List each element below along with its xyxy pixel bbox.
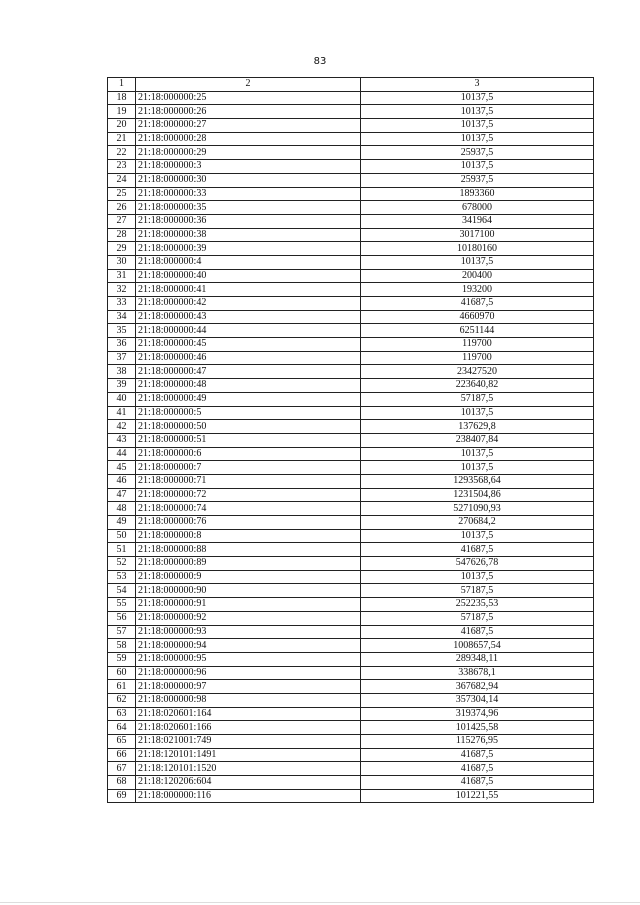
value-cell: 10137,5 <box>361 570 594 584</box>
cadastral-number-cell: 21:18:000000:29 <box>136 146 361 160</box>
row-number-cell: 33 <box>108 297 136 311</box>
cadastral-number-cell: 21:18:000000:94 <box>136 639 361 653</box>
row-number-cell: 44 <box>108 447 136 461</box>
table-row <box>108 516 594 530</box>
page-number: 83 <box>313 56 327 67</box>
row-number-cell: 40 <box>108 392 136 406</box>
cadastral-number-cell: 21:18:000000:45 <box>136 338 361 352</box>
cadastral-number-cell: 21:18:000000:5 <box>136 406 361 420</box>
value-cell: 238407,84 <box>361 433 594 447</box>
table-row <box>108 693 594 707</box>
table-body <box>108 91 594 803</box>
value-cell: 25937,5 <box>361 173 594 187</box>
value-cell: 10137,5 <box>361 119 594 133</box>
row-number-cell: 21 <box>108 132 136 146</box>
row-number-cell: 48 <box>108 502 136 516</box>
table-row <box>108 187 594 201</box>
value-cell: 41687,5 <box>361 625 594 639</box>
row-number-cell: 19 <box>108 105 136 119</box>
row-number-cell: 26 <box>108 201 136 215</box>
value-cell: 1293568,64 <box>361 474 594 488</box>
table-row <box>108 570 594 584</box>
cadastral-number-cell: 21:18:021001:749 <box>136 735 361 749</box>
row-number-cell: 30 <box>108 255 136 269</box>
table-row <box>108 379 594 393</box>
table-header-row <box>108 78 594 92</box>
row-number-cell: 64 <box>108 721 136 735</box>
table-row <box>108 283 594 297</box>
table-row <box>108 762 594 776</box>
cadastral-number-cell: 21:18:000000:40 <box>136 269 361 283</box>
row-number-cell: 61 <box>108 680 136 694</box>
cadastral-number-cell: 21:18:000000:48 <box>136 379 361 393</box>
value-cell: 101221,55 <box>361 789 594 803</box>
table-row <box>108 611 594 625</box>
table-row <box>108 639 594 653</box>
row-number-cell: 53 <box>108 570 136 584</box>
value-cell: 115276,95 <box>361 735 594 749</box>
row-number-cell: 50 <box>108 529 136 543</box>
page-bottom-divider <box>0 902 640 903</box>
value-cell: 10137,5 <box>361 105 594 119</box>
cadastral-number-cell: 21:18:000000:88 <box>136 543 361 557</box>
value-cell: 10137,5 <box>361 461 594 475</box>
table-row <box>108 776 594 790</box>
cadastral-number-cell: 21:18:000000:116 <box>136 789 361 803</box>
row-number-cell: 51 <box>108 543 136 557</box>
value-cell: 223640,82 <box>361 379 594 393</box>
table-row <box>108 707 594 721</box>
value-cell: 23427520 <box>361 365 594 379</box>
table-row <box>108 119 594 133</box>
cadastral-number-cell: 21:18:000000:39 <box>136 242 361 256</box>
cadastral-number-cell: 21:18:000000:76 <box>136 516 361 530</box>
row-number-cell: 59 <box>108 652 136 666</box>
value-cell: 41687,5 <box>361 297 594 311</box>
row-number-cell: 68 <box>108 776 136 790</box>
row-number-cell: 43 <box>108 433 136 447</box>
table-row <box>108 433 594 447</box>
table-row <box>108 132 594 146</box>
row-number-cell: 57 <box>108 625 136 639</box>
cadastral-number-cell: 21:18:000000:51 <box>136 433 361 447</box>
row-number-cell: 58 <box>108 639 136 653</box>
table-row <box>108 488 594 502</box>
value-cell: 41687,5 <box>361 543 594 557</box>
table-row <box>108 666 594 680</box>
cadastral-number-cell: 21:18:000000:98 <box>136 693 361 707</box>
table-row <box>108 365 594 379</box>
row-number-cell: 54 <box>108 584 136 598</box>
value-cell: 1231504,86 <box>361 488 594 502</box>
table-row <box>108 201 594 215</box>
row-number-cell: 67 <box>108 762 136 776</box>
table-row <box>108 474 594 488</box>
value-cell: 10137,5 <box>361 447 594 461</box>
cadastral-number-cell: 21:18:000000:44 <box>136 324 361 338</box>
column-header-3: 3 <box>361 78 594 92</box>
value-cell: 10137,5 <box>361 255 594 269</box>
row-number-cell: 62 <box>108 693 136 707</box>
value-cell: 10137,5 <box>361 529 594 543</box>
cadastral-number-cell: 21:18:000000:72 <box>136 488 361 502</box>
value-cell: 367682,94 <box>361 680 594 694</box>
value-cell: 200400 <box>361 269 594 283</box>
value-cell: 319374,96 <box>361 707 594 721</box>
cadastral-number-cell: 21:18:000000:46 <box>136 351 361 365</box>
value-cell: 1008657,54 <box>361 639 594 653</box>
cadastral-number-cell: 21:18:000000:3 <box>136 160 361 174</box>
table-row <box>108 392 594 406</box>
value-cell: 678000 <box>361 201 594 215</box>
table-row <box>108 228 594 242</box>
cadastral-number-cell: 21:18:000000:36 <box>136 214 361 228</box>
row-number-cell: 36 <box>108 338 136 352</box>
table-row <box>108 146 594 160</box>
table-row <box>108 721 594 735</box>
row-number-cell: 42 <box>108 420 136 434</box>
table-row <box>108 447 594 461</box>
cadastral-number-cell: 21:18:000000:49 <box>136 392 361 406</box>
row-number-cell: 63 <box>108 707 136 721</box>
row-number-cell: 56 <box>108 611 136 625</box>
value-cell: 41687,5 <box>361 776 594 790</box>
value-cell: 10137,5 <box>361 132 594 146</box>
table-row <box>108 625 594 639</box>
row-number-cell: 31 <box>108 269 136 283</box>
table-row <box>108 748 594 762</box>
table-row <box>108 406 594 420</box>
cadastral-number-cell: 21:18:000000:6 <box>136 447 361 461</box>
cadastral-values-table <box>107 77 594 803</box>
value-cell: 193200 <box>361 283 594 297</box>
value-cell: 6251144 <box>361 324 594 338</box>
row-number-cell: 32 <box>108 283 136 297</box>
value-cell: 4660970 <box>361 310 594 324</box>
value-cell: 119700 <box>361 351 594 365</box>
table-row <box>108 310 594 324</box>
value-cell: 119700 <box>361 338 594 352</box>
table-row <box>108 502 594 516</box>
value-cell: 338678,1 <box>361 666 594 680</box>
value-cell: 41687,5 <box>361 748 594 762</box>
cadastral-number-cell: 21:18:000000:47 <box>136 365 361 379</box>
table-row <box>108 91 594 105</box>
cadastral-number-cell: 21:18:000000:42 <box>136 297 361 311</box>
cadastral-number-cell: 21:18:000000:25 <box>136 91 361 105</box>
row-number-cell: 60 <box>108 666 136 680</box>
value-cell: 252235,53 <box>361 598 594 612</box>
table-row <box>108 255 594 269</box>
value-cell: 270684,2 <box>361 516 594 530</box>
value-cell: 41687,5 <box>361 762 594 776</box>
cadastral-number-cell: 21:18:000000:96 <box>136 666 361 680</box>
cadastral-number-cell: 21:18:000000:4 <box>136 255 361 269</box>
cadastral-number-cell: 21:18:000000:27 <box>136 119 361 133</box>
row-number-cell: 47 <box>108 488 136 502</box>
value-cell: 10137,5 <box>361 160 594 174</box>
row-number-cell: 27 <box>108 214 136 228</box>
cadastral-number-cell: 21:18:000000:38 <box>136 228 361 242</box>
cadastral-number-cell: 21:18:000000:97 <box>136 680 361 694</box>
cadastral-number-cell: 21:18:000000:43 <box>136 310 361 324</box>
cadastral-number-cell: 21:18:000000:93 <box>136 625 361 639</box>
cadastral-number-cell: 21:18:000000:7 <box>136 461 361 475</box>
row-number-cell: 29 <box>108 242 136 256</box>
row-number-cell: 20 <box>108 119 136 133</box>
value-cell: 10137,5 <box>361 406 594 420</box>
value-cell: 10180160 <box>361 242 594 256</box>
cadastral-number-cell: 21:18:120101:1491 <box>136 748 361 762</box>
row-number-cell: 39 <box>108 379 136 393</box>
table-row <box>108 324 594 338</box>
cadastral-number-cell: 21:18:000000:92 <box>136 611 361 625</box>
value-cell: 5271090,93 <box>361 502 594 516</box>
value-cell: 101425,58 <box>361 721 594 735</box>
row-number-cell: 69 <box>108 789 136 803</box>
row-number-cell: 35 <box>108 324 136 338</box>
table-row <box>108 529 594 543</box>
row-number-cell: 46 <box>108 474 136 488</box>
table-row <box>108 173 594 187</box>
value-cell: 547626,78 <box>361 557 594 571</box>
value-cell: 25937,5 <box>361 146 594 160</box>
column-header-2: 2 <box>136 78 361 92</box>
table-row <box>108 269 594 283</box>
table-row <box>108 584 594 598</box>
row-number-cell: 52 <box>108 557 136 571</box>
column-header-1: 1 <box>108 78 136 92</box>
table-row <box>108 351 594 365</box>
cadastral-number-cell: 21:18:000000:90 <box>136 584 361 598</box>
table-row <box>108 214 594 228</box>
cadastral-number-cell: 21:18:000000:26 <box>136 105 361 119</box>
cadastral-number-cell: 21:18:000000:8 <box>136 529 361 543</box>
row-number-cell: 34 <box>108 310 136 324</box>
cadastral-number-cell: 21:18:000000:71 <box>136 474 361 488</box>
cadastral-number-cell: 21:18:000000:89 <box>136 557 361 571</box>
table-row <box>108 543 594 557</box>
value-cell: 289348,11 <box>361 652 594 666</box>
cadastral-number-cell: 21:18:000000:28 <box>136 132 361 146</box>
table-row <box>108 338 594 352</box>
row-number-cell: 22 <box>108 146 136 160</box>
table-row <box>108 789 594 803</box>
value-cell: 57187,5 <box>361 392 594 406</box>
table-row <box>108 735 594 749</box>
row-number-cell: 24 <box>108 173 136 187</box>
cadastral-number-cell: 21:18:000000:9 <box>136 570 361 584</box>
table-row <box>108 461 594 475</box>
table-row <box>108 297 594 311</box>
table-row <box>108 598 594 612</box>
table-row <box>108 160 594 174</box>
cadastral-number-cell: 21:18:120101:1520 <box>136 762 361 776</box>
cadastral-number-cell: 21:18:000000:95 <box>136 652 361 666</box>
cadastral-number-cell: 21:18:000000:35 <box>136 201 361 215</box>
cadastral-number-cell: 21:18:000000:41 <box>136 283 361 297</box>
value-cell: 137629,8 <box>361 420 594 434</box>
row-number-cell: 55 <box>108 598 136 612</box>
table-row <box>108 557 594 571</box>
cadastral-number-cell: 21:18:000000:91 <box>136 598 361 612</box>
table-row <box>108 105 594 119</box>
row-number-cell: 66 <box>108 748 136 762</box>
cadastral-number-cell: 21:18:000000:50 <box>136 420 361 434</box>
value-cell: 341964 <box>361 214 594 228</box>
row-number-cell: 28 <box>108 228 136 242</box>
value-cell: 57187,5 <box>361 584 594 598</box>
value-cell: 57187,5 <box>361 611 594 625</box>
cadastral-number-cell: 21:18:020601:164 <box>136 707 361 721</box>
row-number-cell: 23 <box>108 160 136 174</box>
row-number-cell: 65 <box>108 735 136 749</box>
value-cell: 1893360 <box>361 187 594 201</box>
value-cell: 357304,14 <box>361 693 594 707</box>
cadastral-number-cell: 21:18:000000:74 <box>136 502 361 516</box>
row-number-cell: 25 <box>108 187 136 201</box>
row-number-cell: 45 <box>108 461 136 475</box>
table-row <box>108 242 594 256</box>
row-number-cell: 41 <box>108 406 136 420</box>
row-number-cell: 38 <box>108 365 136 379</box>
cadastral-number-cell: 21:18:020601:166 <box>136 721 361 735</box>
table-row <box>108 652 594 666</box>
row-number-cell: 49 <box>108 516 136 530</box>
value-cell: 10137,5 <box>361 91 594 105</box>
row-number-cell: 18 <box>108 91 136 105</box>
cadastral-number-cell: 21:18:000000:30 <box>136 173 361 187</box>
cadastral-number-cell: 21:18:000000:33 <box>136 187 361 201</box>
table-row <box>108 680 594 694</box>
table-row <box>108 420 594 434</box>
value-cell: 3017100 <box>361 228 594 242</box>
row-number-cell: 37 <box>108 351 136 365</box>
cadastral-number-cell: 21:18:120206:604 <box>136 776 361 790</box>
